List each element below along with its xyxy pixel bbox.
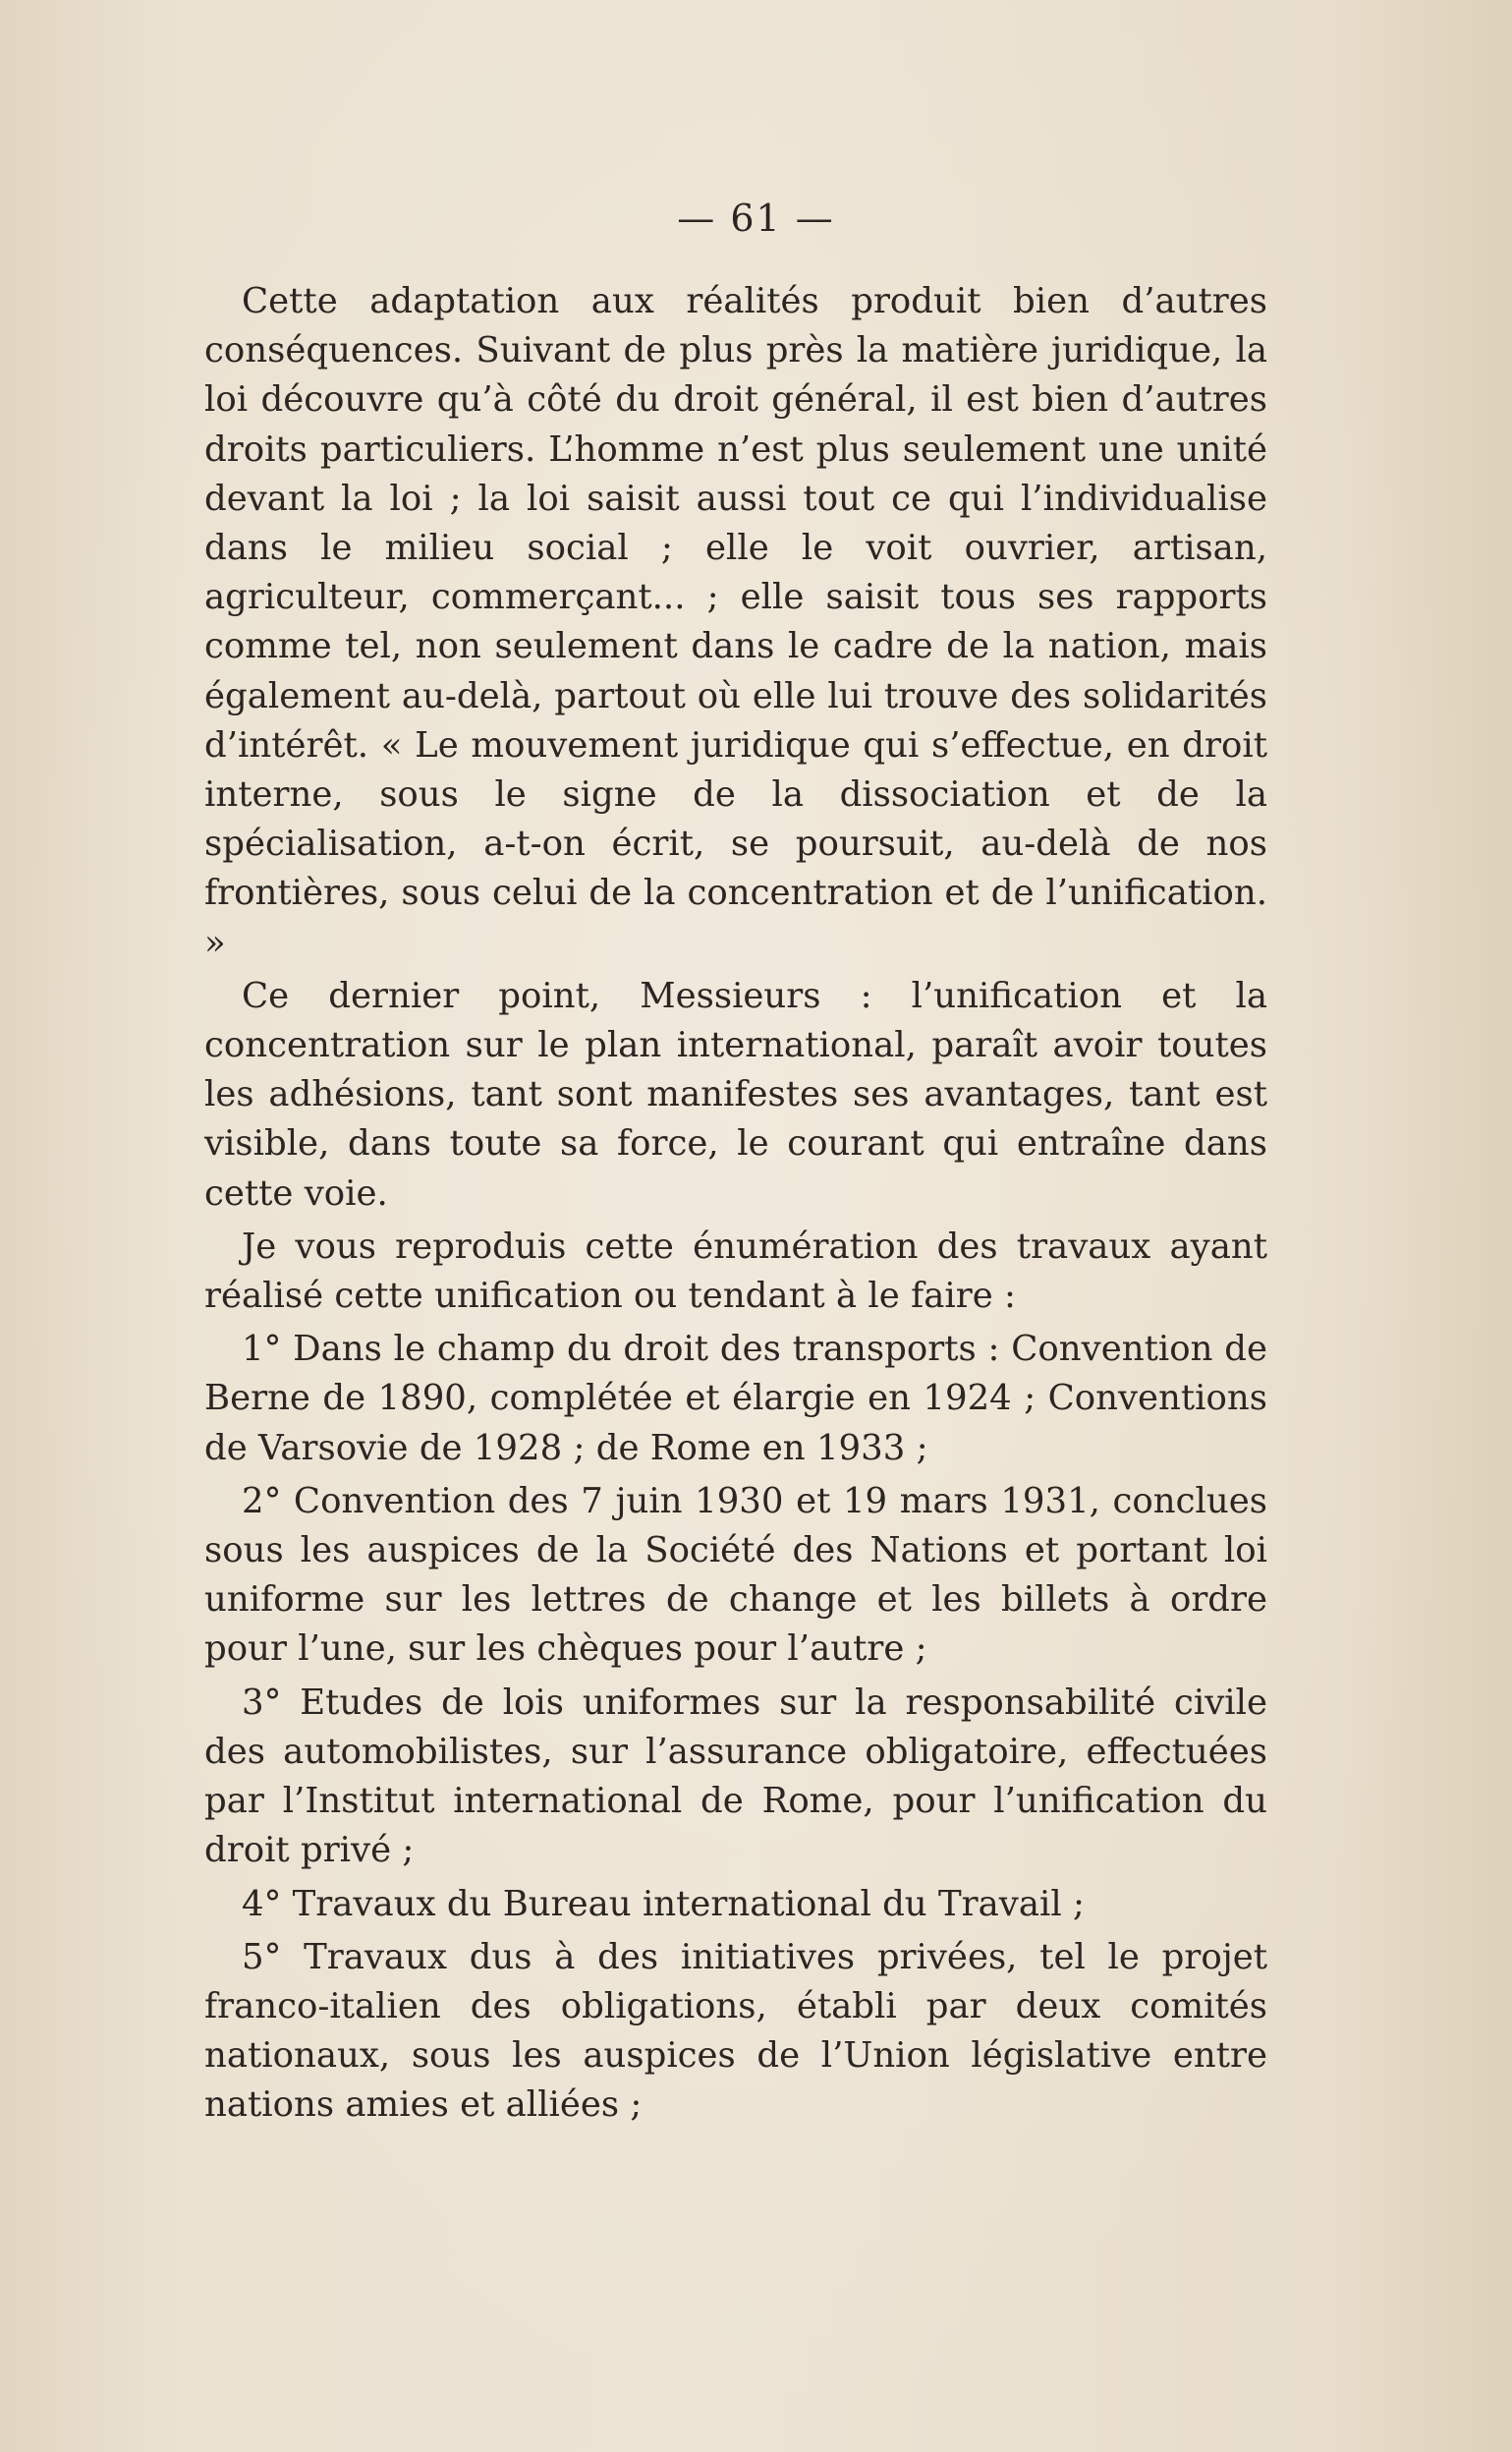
body-text bbox=[204, 277, 1267, 2135]
list-item-initiatives-privees: 5° Travaux dus à des initiatives privées, tel le projet franco-italien des obligations, établi par deux comités nationaux, sous les auspices de l’Union législative entre nations amies et alliées ; bbox=[204, 1936, 1267, 2126]
page-number: — 61 — bbox=[677, 197, 835, 240]
paragraph-enumeration-intro: Je vous reproduis cette énumération des travaux ayant réalisé cette unification ou tendant à le faire : bbox=[204, 1226, 1267, 1317]
paragraph-unification: Ce dernier point, Messieurs : l’unification et la concentration sur le plan international, paraît avoir toutes les adhésions, tant sont manifestes ses avantages, tant est visible, dans toute sa force, le courant qui entraîne dans cette voie. bbox=[204, 975, 1267, 1214]
list-item-conventions-1930-1931: 2° Convention des 7 juin 1930 et 19 mars 1931, conclues sous les auspices de la Société des Nations et portant loi uniforme sur les lettres de change et les billets à ordre pour l’une, sur les chèques pour l’autre ; bbox=[204, 1480, 1267, 1670]
list-item-bureau-travail: 4° Travaux du Bureau international du Travail ; bbox=[242, 1883, 1085, 1924]
paragraph-adaptation: Cette adaptation aux réalités produit bien d’autres conséquences. Suivant de plus près la matière juridique, la loi découvre qu’à côté du droit général, il est bien d’autres droits particuliers. L’homme n’est plus seulement une unité devant la loi ; la loi saisit aussi tout ce qui l’individualise dans le milieu social ; elle le voit ouvrier, artisan, agriculteur, commerçant... ; elle saisit tous ses rapports comme tel, non seulement dans le cadre de la nation, mais également au-delà, partout où elle lui trouve des solidarités d’intérêt. « Le mouvement juridique qui s’effectue, en droit interne, sous le signe de la dissociation et de la spécialisation, a-t-on écrit, se poursuit, au-delà de nos frontières, sous celui de la concentration et de l’unification. » bbox=[204, 281, 1267, 963]
list-item-lois-uniformes: 3° Etudes de lois uniformes sur la responsabilité civile des automobilistes, sur l’assurance obligatoire, effectuées par l’Institut international de Rome, pour l’unification du droit privé ; bbox=[204, 1682, 1267, 1871]
list-item-transports: 1° Dans le champ du droit des transports : Convention de Berne de 1890, complétée et élargie en 1924 ; Conventions de Varsovie de 1928 ; de Rome en 1933 ; bbox=[204, 1329, 1267, 1468]
